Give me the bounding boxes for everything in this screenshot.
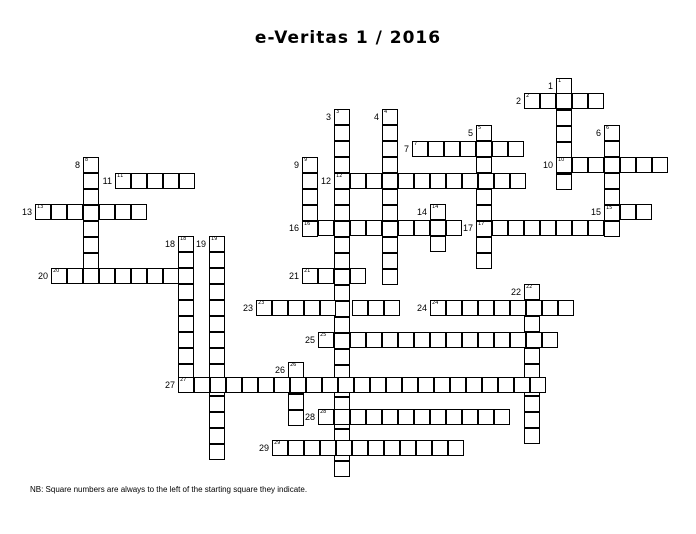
grid-cell[interactable]: [83, 157, 99, 173]
grid-cell[interactable]: [382, 409, 398, 425]
grid-cell[interactable]: [462, 173, 478, 189]
grid-cell[interactable]: [588, 157, 604, 173]
grid-cell[interactable]: [302, 205, 318, 221]
grid-cell[interactable]: [494, 332, 510, 348]
clue-number-label: 7: [403, 144, 409, 154]
grid-cell[interactable]: [51, 268, 67, 284]
square-number: 21: [304, 268, 311, 274]
grid-cell[interactable]: [163, 268, 179, 284]
grid-cell[interactable]: [556, 220, 572, 236]
grid-cell[interactable]: [398, 173, 414, 189]
square-number: 26: [290, 362, 297, 368]
clue-number-label: 28: [304, 412, 315, 422]
grid-cell[interactable]: [382, 205, 398, 221]
grid-cell[interactable]: [492, 220, 508, 236]
square-number: 8: [85, 157, 89, 163]
grid-cell[interactable]: [430, 173, 446, 189]
grid-cell[interactable]: [382, 221, 398, 237]
grid-cell[interactable]: [524, 396, 540, 412]
grid-cell[interactable]: [556, 142, 572, 158]
grid-cell[interactable]: [526, 300, 542, 316]
grid-cell[interactable]: [210, 377, 226, 393]
clue-number-label: 17: [462, 223, 473, 233]
grid-cell[interactable]: [258, 377, 274, 393]
grid-cell[interactable]: [382, 189, 398, 205]
grid-cell[interactable]: [494, 409, 510, 425]
grid-cell[interactable]: [272, 440, 288, 456]
grid-cell[interactable]: [428, 141, 444, 157]
grid-cell[interactable]: [209, 284, 225, 300]
grid-cell[interactable]: [178, 300, 194, 316]
grid-cell[interactable]: [524, 316, 540, 332]
clue-number-label: 14: [416, 207, 427, 217]
grid-cell[interactable]: [556, 126, 572, 142]
grid-cell[interactable]: [226, 377, 242, 393]
grid-cell[interactable]: [398, 332, 414, 348]
grid-cell[interactable]: [382, 253, 398, 269]
clue-number-label: 21: [288, 271, 299, 281]
grid-cell[interactable]: [430, 332, 446, 348]
square-number: 24: [432, 300, 439, 306]
grid-cell[interactable]: [466, 377, 482, 393]
square-number: 16: [304, 221, 311, 227]
grid-cell[interactable]: [430, 409, 446, 425]
square-number: 1: [558, 78, 562, 84]
grid-cell[interactable]: [636, 157, 652, 173]
grid-cell[interactable]: [178, 268, 194, 284]
clue-number-label: 27: [164, 380, 175, 390]
grid-cell[interactable]: [604, 157, 620, 173]
grid-cell[interactable]: [256, 300, 272, 316]
grid-cell[interactable]: [115, 204, 131, 220]
grid-cell[interactable]: [430, 204, 446, 220]
square-number: 17: [478, 221, 485, 227]
grid-cell[interactable]: [382, 157, 398, 173]
grid-cell[interactable]: [178, 332, 194, 348]
grid-cell[interactable]: [402, 377, 418, 393]
grid-cell[interactable]: [414, 220, 430, 236]
grid-cell[interactable]: [446, 173, 462, 189]
grid-cell[interactable]: [147, 173, 163, 189]
square-number: 6: [606, 125, 610, 131]
grid-cell[interactable]: [320, 300, 336, 316]
grid-cell[interactable]: [540, 220, 556, 236]
grid-cell[interactable]: [558, 300, 574, 316]
grid-cell[interactable]: [572, 157, 588, 173]
grid-cell[interactable]: [366, 332, 382, 348]
square-number: 22: [526, 284, 533, 290]
grid-cell[interactable]: [242, 377, 258, 393]
grid-cell[interactable]: [318, 268, 334, 284]
grid-cell[interactable]: [334, 237, 350, 253]
grid-cell[interactable]: [209, 316, 225, 332]
grid-cell[interactable]: [556, 174, 572, 190]
grid-cell[interactable]: [178, 252, 194, 268]
grid-cell[interactable]: [524, 412, 540, 428]
grid-cell[interactable]: [334, 285, 350, 301]
grid-cell[interactable]: [450, 377, 466, 393]
grid-cell[interactable]: [620, 204, 636, 220]
grid-cell[interactable]: [83, 237, 99, 253]
grid-cell[interactable]: [416, 440, 432, 456]
grid-cell[interactable]: [306, 377, 322, 393]
grid-cell[interactable]: [398, 220, 414, 236]
grid-cell[interactable]: [334, 173, 350, 189]
grid-cell[interactable]: [115, 173, 131, 189]
grid-cell[interactable]: [368, 300, 384, 316]
grid-cell[interactable]: [412, 141, 428, 157]
grid-cell[interactable]: [320, 440, 336, 456]
grid-cell[interactable]: [462, 300, 478, 316]
grid-cell[interactable]: [476, 253, 492, 269]
grid-cell[interactable]: [526, 332, 542, 348]
grid-cell[interactable]: [352, 300, 368, 316]
grid-cell[interactable]: [209, 268, 225, 284]
clue-number-label: 25: [304, 335, 315, 345]
square-number: 29: [274, 440, 281, 446]
grid-cell[interactable]: [588, 93, 604, 109]
grid-cell[interactable]: [462, 409, 478, 425]
grid-cell[interactable]: [334, 109, 350, 125]
grid-cell[interactable]: [83, 268, 99, 284]
clue-number-label: 19: [195, 239, 206, 249]
grid-cell[interactable]: [476, 157, 492, 173]
grid-cell[interactable]: [382, 269, 398, 285]
grid-cell[interactable]: [448, 440, 464, 456]
clue-number-label: 9: [293, 160, 299, 170]
grid-cell[interactable]: [398, 409, 414, 425]
grid-cell[interactable]: [476, 141, 492, 157]
grid-cell[interactable]: [430, 300, 446, 316]
square-number: 5: [478, 125, 482, 131]
grid-cell[interactable]: [382, 173, 398, 189]
grid-cell[interactable]: [540, 93, 556, 109]
grid-cell[interactable]: [446, 332, 462, 348]
square-number: 19: [211, 236, 218, 242]
grid-cell[interactable]: [209, 412, 225, 428]
grid-cell[interactable]: [67, 204, 83, 220]
grid-cell[interactable]: [604, 173, 620, 189]
grid-cell[interactable]: [476, 205, 492, 221]
grid-cell[interactable]: [99, 268, 115, 284]
grid-cell[interactable]: [288, 362, 304, 378]
grid-cell[interactable]: [418, 377, 434, 393]
grid-cell[interactable]: [131, 204, 147, 220]
grid-cell[interactable]: [350, 268, 366, 284]
grid-cell[interactable]: [434, 377, 450, 393]
square-number: 14: [432, 204, 439, 210]
grid-cell[interactable]: [588, 220, 604, 236]
grid-cell[interactable]: [510, 332, 526, 348]
grid-cell[interactable]: [209, 428, 225, 444]
grid-cell[interactable]: [35, 204, 51, 220]
grid-cell[interactable]: [302, 157, 318, 173]
grid-cell[interactable]: [444, 141, 460, 157]
grid-cell[interactable]: [99, 204, 115, 220]
grid-cell[interactable]: [510, 300, 526, 316]
grid-cell[interactable]: [209, 444, 225, 460]
grid-cell[interactable]: [494, 173, 510, 189]
grid-cell[interactable]: [604, 221, 620, 237]
grid-cell[interactable]: [334, 349, 350, 365]
clue-number-label: 4: [373, 112, 379, 122]
grid-cell[interactable]: [334, 157, 350, 173]
grid-cell[interactable]: [334, 221, 350, 237]
grid-cell[interactable]: [556, 157, 572, 173]
grid-cell[interactable]: [318, 220, 334, 236]
grid-cell[interactable]: [498, 377, 514, 393]
grid-cell[interactable]: [542, 300, 558, 316]
grid-cell[interactable]: [366, 173, 382, 189]
grid-cell[interactable]: [492, 141, 508, 157]
clue-number-label: 18: [164, 239, 175, 249]
grid-cell[interactable]: [336, 440, 352, 456]
grid-cell[interactable]: [302, 221, 318, 237]
square-number: 18: [180, 236, 187, 242]
grid-cell[interactable]: [274, 377, 290, 393]
grid-cell[interactable]: [572, 220, 588, 236]
grid-cell[interactable]: [414, 409, 430, 425]
clue-number-label: 23: [242, 303, 253, 313]
grid-cell[interactable]: [83, 253, 99, 269]
grid-cell[interactable]: [382, 109, 398, 125]
grid-cell[interactable]: [572, 93, 588, 109]
grid-cell[interactable]: [430, 220, 446, 236]
grid-cell[interactable]: [446, 409, 462, 425]
grid-cell[interactable]: [482, 377, 498, 393]
grid-cell[interactable]: [178, 348, 194, 364]
clue-number-label: 24: [416, 303, 427, 313]
grid-cell[interactable]: [446, 300, 462, 316]
grid-cell[interactable]: [524, 428, 540, 444]
grid-cell[interactable]: [514, 377, 530, 393]
grid-cell[interactable]: [334, 269, 350, 285]
grid-cell[interactable]: [338, 377, 354, 393]
grid-cell[interactable]: [178, 377, 194, 393]
grid-cell[interactable]: [476, 125, 492, 141]
grid-cell[interactable]: [163, 173, 179, 189]
grid-cell[interactable]: [386, 377, 402, 393]
grid-cell[interactable]: [350, 220, 366, 236]
grid-cell[interactable]: [508, 141, 524, 157]
grid-cell[interactable]: [652, 157, 668, 173]
grid-cell[interactable]: [462, 332, 478, 348]
grid-cell[interactable]: [476, 237, 492, 253]
clue-number-label: 3: [325, 112, 331, 122]
grid-cell[interactable]: [209, 396, 225, 412]
grid-cell[interactable]: [524, 348, 540, 364]
square-number: 28: [320, 409, 327, 415]
clue-number-label: 22: [510, 287, 521, 297]
grid-cell[interactable]: [334, 461, 350, 477]
grid-cell[interactable]: [334, 409, 350, 425]
puzzle-title: e-Veritas 1 / 2016: [254, 28, 442, 48]
grid-cell[interactable]: [478, 173, 494, 189]
footnote: NB: Square numbers are always to the left of the starting square they indicate.: [30, 485, 308, 494]
grid-cell[interactable]: [556, 110, 572, 126]
grid-cell[interactable]: [368, 440, 384, 456]
grid-cell[interactable]: [194, 377, 210, 393]
grid-cell[interactable]: [322, 377, 338, 393]
grid-cell[interactable]: [290, 377, 306, 393]
grid-cell[interactable]: [620, 157, 636, 173]
grid-cell[interactable]: [147, 268, 163, 284]
square-number: 2: [526, 93, 530, 99]
grid-cell[interactable]: [318, 409, 334, 425]
clue-number-label: 5: [467, 128, 473, 138]
grid-cell[interactable]: [530, 377, 546, 393]
square-number: 27: [180, 377, 187, 383]
grid-cell[interactable]: [318, 332, 334, 348]
grid-cell[interactable]: [478, 332, 494, 348]
square-number: 23: [258, 300, 265, 306]
grid-cell[interactable]: [476, 221, 492, 237]
grid-cell[interactable]: [334, 205, 350, 221]
grid-cell[interactable]: [370, 377, 386, 393]
grid-cell[interactable]: [524, 220, 540, 236]
grid-cell[interactable]: [556, 93, 572, 109]
grid-cell[interactable]: [400, 440, 416, 456]
grid-cell[interactable]: [384, 440, 400, 456]
square-number: 7: [414, 141, 418, 147]
clue-number-label: 20: [37, 271, 48, 281]
grid-cell[interactable]: [178, 284, 194, 300]
grid-cell[interactable]: [382, 237, 398, 253]
square-number: 11: [117, 173, 124, 179]
grid-cell[interactable]: [524, 93, 540, 109]
grid-cell[interactable]: [382, 332, 398, 348]
grid-cell[interactable]: [478, 300, 494, 316]
square-number: 4: [384, 109, 388, 115]
grid-cell[interactable]: [384, 300, 400, 316]
grid-cell[interactable]: [430, 236, 446, 252]
grid-cell[interactable]: [288, 440, 304, 456]
square-number: 13: [37, 204, 44, 210]
grid-cell[interactable]: [414, 332, 430, 348]
clue-number-label: 26: [274, 365, 285, 375]
square-number: 20: [53, 268, 60, 274]
grid-cell[interactable]: [302, 189, 318, 205]
grid-cell[interactable]: [51, 204, 67, 220]
grid-cell[interactable]: [131, 173, 147, 189]
grid-cell[interactable]: [83, 189, 99, 205]
grid-cell[interactable]: [524, 284, 540, 300]
square-number: 12: [336, 173, 343, 179]
grid-cell[interactable]: [304, 440, 320, 456]
grid-cell[interactable]: [366, 409, 382, 425]
grid-cell[interactable]: [209, 236, 225, 252]
clue-number-label: 29: [258, 443, 269, 453]
grid-cell[interactable]: [556, 78, 572, 94]
grid-cell[interactable]: [179, 173, 195, 189]
grid-cell[interactable]: [478, 409, 494, 425]
grid-cell[interactable]: [350, 332, 366, 348]
grid-cell[interactable]: [67, 268, 83, 284]
grid-cell[interactable]: [334, 141, 350, 157]
clue-number-label: 1: [547, 81, 553, 91]
grid-cell[interactable]: [334, 253, 350, 269]
grid-cell[interactable]: [414, 173, 430, 189]
grid-cell[interactable]: [352, 440, 368, 456]
grid-cell[interactable]: [272, 300, 288, 316]
grid-cell[interactable]: [432, 440, 448, 456]
grid-cell[interactable]: [382, 125, 398, 141]
grid-cell[interactable]: [83, 221, 99, 237]
grid-cell[interactable]: [334, 125, 350, 141]
grid-cell[interactable]: [288, 300, 304, 316]
grid-cell[interactable]: [209, 332, 225, 348]
grid-cell[interactable]: [460, 141, 476, 157]
grid-cell[interactable]: [209, 300, 225, 316]
grid-cell[interactable]: [334, 301, 350, 317]
clue-number-label: 8: [74, 160, 80, 170]
grid-cell[interactable]: [209, 252, 225, 268]
clue-number-label: 11: [102, 176, 112, 186]
grid-cell[interactable]: [334, 317, 350, 333]
grid-cell[interactable]: [366, 220, 382, 236]
square-number: 10: [558, 157, 565, 163]
clue-number-label: 16: [288, 223, 299, 233]
grid-cell[interactable]: [115, 268, 131, 284]
square-number: 15: [606, 205, 613, 211]
grid-cell[interactable]: [288, 394, 304, 410]
clue-number-label: 12: [320, 176, 331, 186]
grid-cell[interactable]: [304, 300, 320, 316]
square-number: 9: [304, 157, 308, 163]
square-number: 25: [320, 332, 327, 338]
clue-number-label: 15: [590, 207, 601, 217]
clue-number-label: 6: [595, 128, 601, 138]
grid-cell[interactable]: [604, 205, 620, 221]
grid-cell[interactable]: [350, 409, 366, 425]
square-number: 3: [336, 109, 340, 115]
grid-cell[interactable]: [83, 205, 99, 221]
grid-cell[interactable]: [604, 189, 620, 205]
grid-cell[interactable]: [494, 300, 510, 316]
grid-cell[interactable]: [604, 125, 620, 141]
grid-cell[interactable]: [334, 189, 350, 205]
grid-cell[interactable]: [604, 141, 620, 157]
grid-cell[interactable]: [178, 316, 194, 332]
grid-cell[interactable]: [476, 189, 492, 205]
grid-cell[interactable]: [350, 173, 366, 189]
clue-number-label: 2: [515, 96, 521, 106]
grid-cell[interactable]: [209, 348, 225, 364]
grid-cell[interactable]: [636, 204, 652, 220]
grid-cell[interactable]: [542, 332, 558, 348]
grid-cell[interactable]: [354, 377, 370, 393]
grid-cell[interactable]: [302, 268, 318, 284]
clue-number-label: 13: [21, 207, 32, 217]
grid-cell[interactable]: [334, 333, 350, 349]
grid-cell[interactable]: [508, 220, 524, 236]
grid-cell[interactable]: [131, 268, 147, 284]
grid-cell[interactable]: [510, 173, 526, 189]
clue-number-label: 10: [542, 160, 553, 170]
